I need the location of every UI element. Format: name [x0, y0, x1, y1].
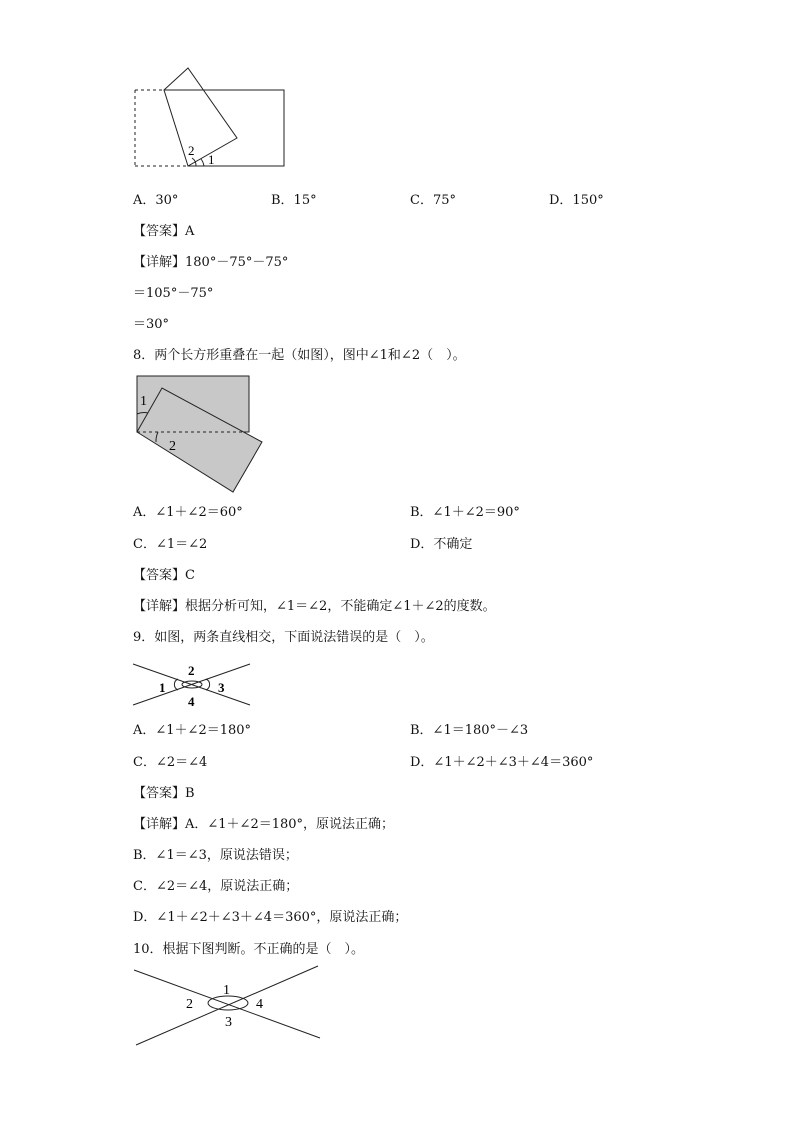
q9-detail-line-2: B．∠1＝∠3，原说法错误； [133, 848, 298, 863]
q7-option-b[interactable]: B．15° [271, 193, 317, 208]
q7-answer: 【答案】A [133, 224, 195, 239]
q8-question: 8．两个长方形重叠在一起（如图），图中∠1和∠2（ ）。 [133, 348, 466, 363]
q8-angle-label-2: 2 [169, 439, 176, 454]
q9-angle-label-4: 4 [188, 694, 195, 709]
q9-detail-line-4: D．∠1＋∠2＋∠3＋∠4＝360°，原说法正确； [133, 910, 408, 925]
q7-option-d[interactable]: D．150° [549, 193, 604, 208]
q9-option-a[interactable]: A．∠1＋∠2＝180° [133, 723, 252, 738]
q9-option-b[interactable]: B．∠1＝180°－∠3 [410, 723, 529, 738]
q9-detail-line-1: 【详解】A．∠1＋∠2＝180°，原说法正确； [133, 817, 395, 832]
q7-detail-line-1: 【详解】180°－75°－75° [133, 255, 289, 270]
q7-option-c[interactable]: C．75° [410, 193, 456, 208]
q9-angle-label-1: 1 [159, 680, 166, 695]
q8-option-b[interactable]: B．∠1＋∠2＝90° [410, 505, 520, 520]
q10-angle-label-4: 4 [256, 997, 263, 1012]
q9-option-c[interactable]: C．∠2＝∠4 [133, 755, 208, 770]
q8-angle-label-1: 1 [140, 394, 147, 409]
q7-detail-line-3: ＝30° [133, 317, 170, 332]
q7-detail-line-2: ＝105°－75° [133, 286, 214, 301]
q7-angle-label-2: 2 [188, 143, 195, 158]
q10-angle-label-3: 3 [225, 1015, 232, 1030]
q9-detail-line-3: C．∠2＝∠4，原说法正确； [133, 879, 299, 894]
q8-option-d[interactable]: D．不确定 [410, 537, 473, 552]
q7-option-a[interactable]: A．30° [133, 193, 179, 208]
q10-question: 10．根据下图判断。不正确的是（ ）。 [133, 942, 365, 957]
q10-angle-label-2: 2 [186, 997, 193, 1012]
q7-angle-label-1: 1 [208, 152, 215, 167]
q8-option-c[interactable]: C．∠1＝∠2 [133, 537, 208, 552]
q9-angle-label-2: 2 [188, 663, 195, 678]
q8-detail: 【详解】根据分析可知，∠1＝∠2，不能确定∠1＋∠2的度数。 [133, 599, 496, 614]
q8-answer: 【答案】C [133, 568, 195, 583]
q9-question: 9．如图，两条直线相交，下面说法错误的是（ ）。 [133, 630, 434, 645]
q9-option-d[interactable]: D．∠1＋∠2＋∠3＋∠4＝360° [410, 755, 594, 770]
q9-angle-label-3: 3 [218, 680, 225, 695]
q10-angle-label-1: 1 [223, 983, 230, 998]
q8-option-a[interactable]: A．∠1＋∠2＝60° [133, 505, 243, 520]
q9-answer: 【答案】B [133, 786, 195, 801]
